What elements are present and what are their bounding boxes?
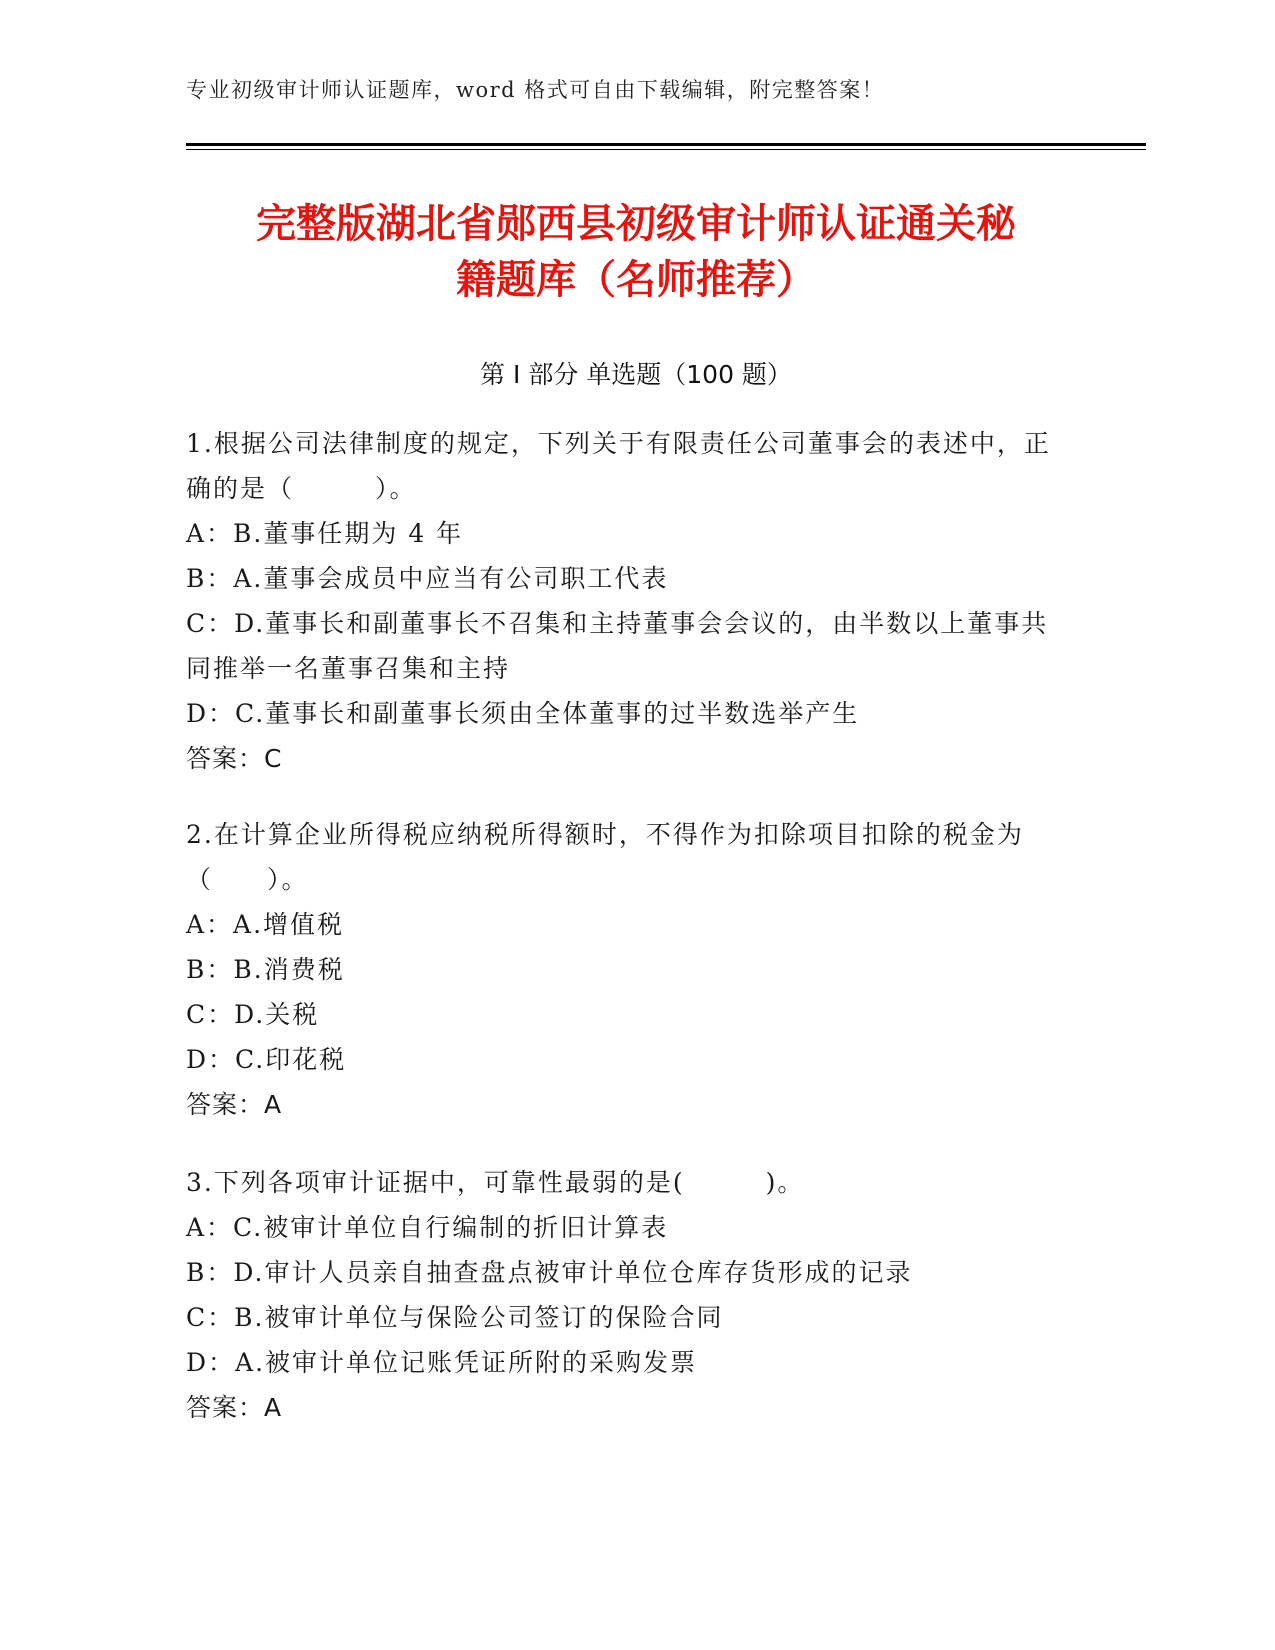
question-stem: 1.根据公司法律制度的规定，下列关于有限责任公司董事会的表述中，正确的是（ ）。 (186, 429, 1051, 503)
question-3 (186, 1160, 1066, 1430)
section-title: 第 I 部分 单选题（100 题） (480, 360, 792, 389)
option-b: B：B.消费税 (186, 955, 345, 984)
option-c: C：D.关税 (186, 1000, 320, 1029)
question-1 (186, 421, 1066, 781)
option-a: A：C.被审计单位自行编制的折旧计算表 (186, 1213, 669, 1242)
option-c: C：B.被审计单位与保险公司签订的保险合同 (186, 1303, 724, 1332)
option-b: B：D.审计人员亲自抽查盘点被审计单位仓库存货形成的记录 (186, 1258, 913, 1287)
header-note: 专业初级审计师认证题库，word 格式可自由下载编辑，附完整答案！ (186, 78, 885, 102)
option-d: D：C.印花税 (186, 1045, 347, 1074)
option-d: D：A.被审计单位记账凭证所附的采购发票 (186, 1348, 698, 1377)
option-a: A：B.董事任期为 4 年 (186, 519, 464, 548)
header-rule-thick (186, 143, 1146, 146)
document-title-line-2: 籍题库（名师推荐） (456, 257, 816, 303)
answer: 答案：C (186, 744, 283, 773)
header-rule-thin (186, 149, 1146, 150)
option-a: A：A.增值税 (186, 910, 345, 939)
option-d: D：C.董事长和副董事长须由全体董事的过半数选举产生 (186, 699, 860, 728)
answer: 答案：A (186, 1393, 283, 1422)
option-b: B：A.董事会成员中应当有公司职工代表 (186, 564, 669, 593)
document-title-line-1: 完整版湖北省郧西县初级审计师认证通关秘 (256, 201, 1016, 247)
question-stem: 3.下列各项审计证据中，可靠性最弱的是( )。 (186, 1168, 805, 1197)
question-stem: 2.在计算企业所得税应纳税所得额时，不得作为扣除项目扣除的税金为（ ）。 (186, 820, 1024, 894)
question-2 (186, 812, 1066, 1127)
option-c: C：D.董事长和副董事长不召集和主持董事会会议的，由半数以上董事共同推举一名董事召集和主持 (186, 609, 1049, 683)
document-title (186, 196, 1086, 308)
answer: 答案：A (186, 1090, 283, 1119)
